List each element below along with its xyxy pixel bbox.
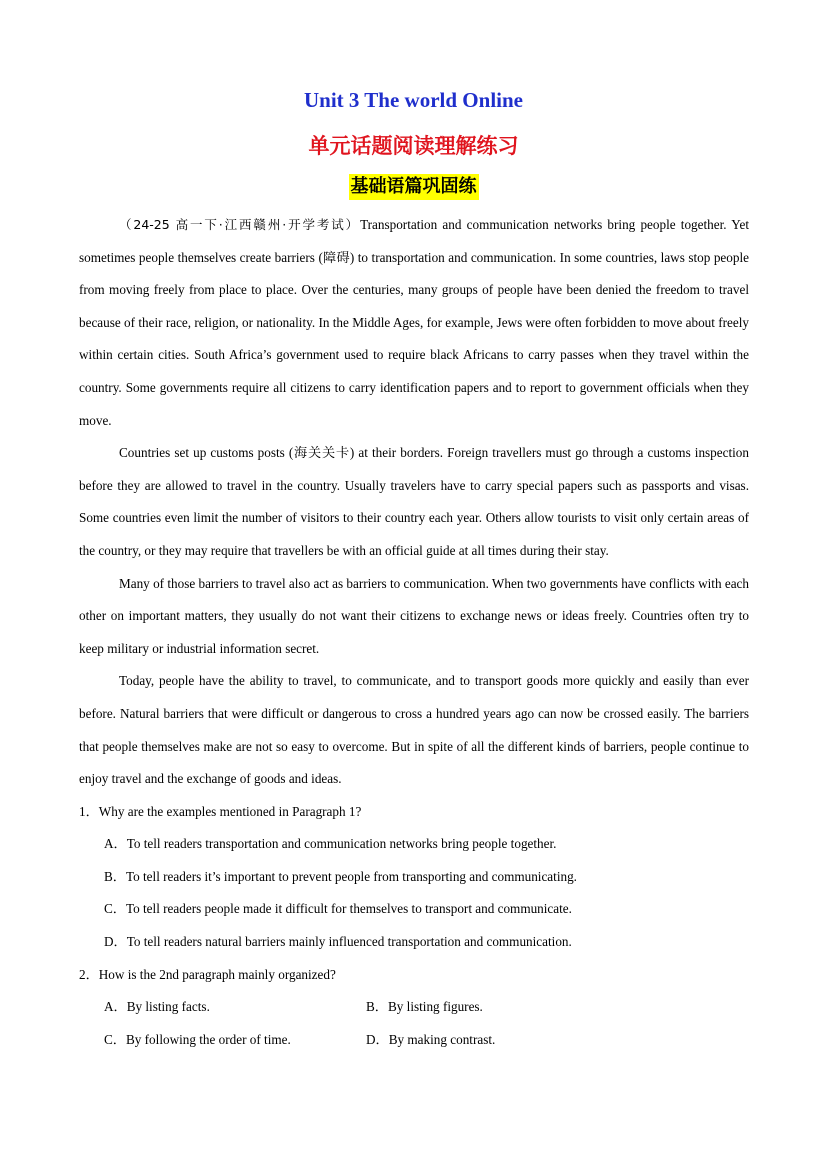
source-note: （24-25 高一下·江西赣州·开学考试） — [119, 217, 361, 232]
section-title: 基础语篇巩固练 — [349, 174, 479, 200]
exercise-title: 单元话题阅读理解练习 — [308, 134, 519, 158]
question-2-options-row-1 — [79, 991, 749, 1024]
question-1-option-d: D．To tell readers natural barriers mainly influenced transportation and communication. — [104, 934, 572, 950]
document-body — [79, 209, 749, 1056]
question-1-option-a: A．To tell readers transportation and communication networks bring people together. — [104, 836, 557, 852]
question-1-stem: 1．Why are the examples mentioned in Paragraph 1? — [79, 803, 362, 819]
section-title-wrap — [0, 174, 827, 200]
question-1-option-b: B．To tell readers it’s important to prevent people from transporting and communicating. — [104, 868, 577, 884]
question-2-option-b: B．By listing figures. — [366, 999, 483, 1015]
question-2-option-a: A．By listing facts. — [104, 999, 210, 1015]
paragraph-1 — [79, 209, 749, 437]
question-1-option-c: C．To tell readers people made it difficult for themselves to transport and communicate. — [104, 901, 572, 917]
question-2 — [79, 959, 749, 1057]
paragraph-3: Many of those barriers to travel also act as barriers to communication. When two governments have conflicts with each other on important matters, they usually do not want their citizens to exchange news or ideas freely. Countries often try to keep military or industrial information secret. — [79, 575, 749, 656]
paragraph-2: Countries set up customs posts (海关关卡) at their borders. Foreign travellers must go through a customs inspection before they are allowed to travel in the country. Usually travelers have to carry special papers such as passports and visas. Some countries even limit the number of visitors to their country each year. Others allow tourists to visit only certain areas of the country, or they may require that travellers be with an official guide at all times during their stay. — [79, 445, 749, 558]
question-2-option-c: C．By following the order of time. — [104, 1031, 291, 1047]
question-2-stem: 2．How is the 2nd paragraph mainly organized? — [79, 966, 336, 982]
paragraph-4: Today, people have the ability to travel, to communicate, and to transport goods more quickly and easily than ever before. Natural barriers that were difficult or dangerous to cross a hundred years ago can now be crossed easily. The barriers that people themselves make are not so easy to overcome. But in spite of all the different kinds of barriers, people continue to enjoy travel and the exchange of goods and ideas. — [79, 673, 749, 787]
question-1 — [79, 796, 749, 959]
question-2-option-d: D．By making contrast. — [366, 1031, 496, 1047]
paragraph-1-text: Transportation and communication networks bring people together. Yet sometimes people themselves create barriers (障碍) to transportation and communication. In some countries, laws stop people from moving freely from place to place. Over the centuries, many groups of people have been denied the freedom to travel because of their race, religion, or nationality. In the Middle Ages, for example, Jews were often forbidden to move about freely within certain cities. South Africa’s government used to require black Africans to carry passes when they travel within the country. Some governments require all citizens to carry identification papers and to report to government officials when they move. — [79, 217, 749, 428]
unit-title: Unit 3 The world Online — [304, 88, 523, 112]
question-2-options-row-2 — [79, 1024, 749, 1057]
